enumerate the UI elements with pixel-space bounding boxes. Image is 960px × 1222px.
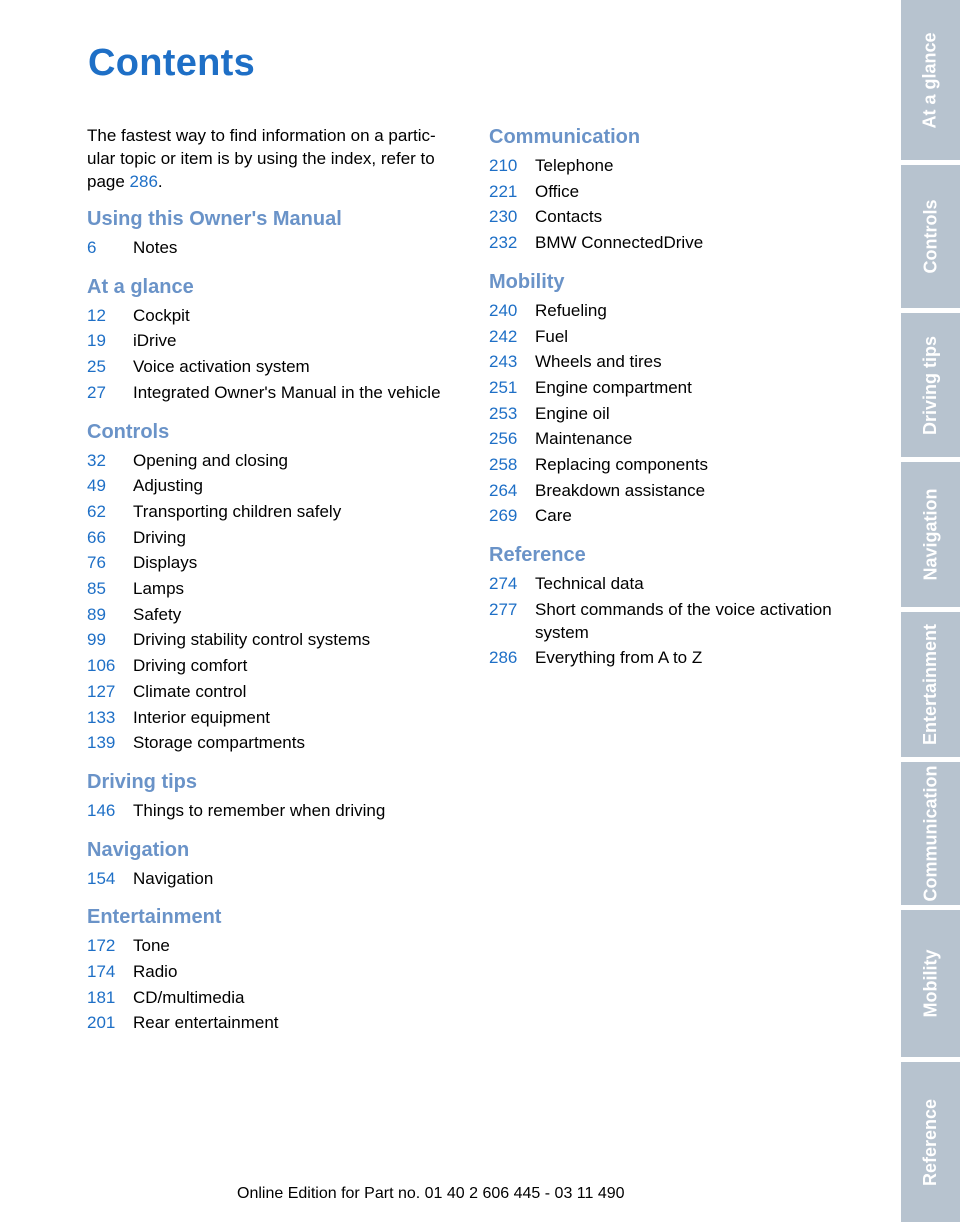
toc-section-communication bbox=[489, 124, 864, 256]
entry-title: Driving stability control systems bbox=[133, 630, 371, 650]
entry-page-number[interactable]: 89 bbox=[87, 604, 106, 624]
side-tab-controls[interactable] bbox=[901, 165, 960, 308]
entry-page-number[interactable]: 133 bbox=[87, 707, 116, 727]
entry-page-number[interactable]: 146 bbox=[87, 800, 116, 820]
toc-entry[interactable] bbox=[87, 959, 462, 985]
section-heading: Reference bbox=[489, 544, 586, 567]
toc-entry[interactable] bbox=[87, 730, 462, 756]
entry-title: CD/multimedia bbox=[133, 987, 245, 1007]
entry-title: Driving bbox=[133, 527, 186, 547]
toc-section-controls bbox=[87, 419, 462, 756]
toc-section-at-a-glance bbox=[87, 274, 462, 406]
side-tab-mobility[interactable] bbox=[901, 910, 960, 1057]
toc-entry[interactable] bbox=[489, 298, 864, 324]
toc-entry[interactable] bbox=[87, 705, 462, 731]
toc-entry[interactable] bbox=[489, 230, 864, 256]
entry-page-number[interactable]: 240 bbox=[489, 300, 518, 320]
side-tab-label: Driving tips bbox=[920, 335, 941, 435]
entry-page-number[interactable]: 201 bbox=[87, 1013, 116, 1033]
toc-entry[interactable] bbox=[87, 679, 462, 705]
entry-title: Telephone bbox=[535, 156, 614, 175]
entry-title: Things to remember when driving bbox=[133, 800, 386, 820]
entry-title: Displays bbox=[133, 553, 198, 573]
entry-page-number[interactable]: 66 bbox=[87, 527, 106, 547]
side-tab-entertainment[interactable] bbox=[901, 612, 960, 757]
side-tab-label: Mobility bbox=[920, 949, 940, 1018]
side-tab-label: Reference bbox=[920, 1098, 941, 1186]
entry-title: Voice activation system bbox=[133, 357, 310, 377]
intro-text-end: . bbox=[157, 172, 163, 191]
toc-entry[interactable] bbox=[87, 235, 462, 261]
entry-page-number[interactable]: 76 bbox=[87, 553, 106, 573]
entry-title: Replacing components bbox=[535, 455, 708, 475]
toc-entry[interactable] bbox=[87, 380, 462, 406]
side-tab-label: Navigation bbox=[920, 488, 941, 581]
entry-page-number[interactable]: 181 bbox=[87, 987, 116, 1007]
entry-page-number[interactable]: 6 bbox=[87, 238, 97, 257]
entry-page-number[interactable]: 12 bbox=[87, 305, 106, 325]
toc-entry[interactable] bbox=[87, 499, 462, 525]
intro-text bbox=[87, 124, 462, 193]
entry-page-number[interactable]: 221 bbox=[489, 181, 518, 201]
entry-page-number[interactable]: 232 bbox=[489, 233, 518, 253]
entry-title: Interior equipment bbox=[133, 707, 271, 727]
toc-entry[interactable] bbox=[87, 576, 462, 602]
entry-page-number[interactable]: 172 bbox=[87, 936, 116, 956]
entry-page-number[interactable]: 264 bbox=[489, 480, 518, 500]
section-heading: Driving tips bbox=[87, 770, 198, 793]
section-heading: At a glance bbox=[87, 275, 194, 298]
entry-title: Refueling bbox=[535, 300, 607, 320]
toc-entry[interactable] bbox=[489, 179, 864, 205]
toc-entry[interactable] bbox=[87, 354, 462, 380]
entry-page-number[interactable]: 62 bbox=[87, 501, 106, 521]
toc-entry[interactable] bbox=[87, 525, 462, 551]
entry-title: Maintenance bbox=[535, 429, 633, 449]
entry-page-number[interactable]: 85 bbox=[87, 579, 106, 599]
entry-title: BMW ConnectedDrive bbox=[535, 233, 704, 253]
entry-page-number[interactable]: 25 bbox=[87, 357, 106, 377]
side-tab-label: At a glance bbox=[920, 31, 940, 129]
toc-entry[interactable] bbox=[87, 627, 462, 653]
toc-entry[interactable] bbox=[87, 602, 462, 628]
toc-entry[interactable] bbox=[489, 645, 864, 671]
toc-entry[interactable] bbox=[87, 653, 462, 679]
section-heading: Mobility bbox=[489, 270, 565, 293]
toc-entry[interactable] bbox=[87, 550, 462, 576]
entry-page-number[interactable]: 242 bbox=[489, 326, 518, 346]
side-tab-navigation[interactable] bbox=[901, 462, 960, 607]
toc-entry[interactable] bbox=[489, 324, 864, 350]
entry-page-number[interactable]: 210 bbox=[489, 156, 518, 175]
toc-section-mobility bbox=[489, 269, 864, 529]
entry-page-number[interactable]: 230 bbox=[489, 207, 518, 227]
entry-title: Lamps bbox=[133, 579, 185, 599]
entry-title: Rear entertainment bbox=[133, 1013, 279, 1033]
entry-page-number[interactable]: 243 bbox=[489, 352, 518, 372]
toc-left-column bbox=[87, 124, 462, 1036]
entry-page-number[interactable]: 274 bbox=[489, 574, 518, 594]
toc-section-navigation bbox=[87, 837, 462, 892]
toc-entry[interactable] bbox=[489, 452, 864, 478]
toc-right-column bbox=[489, 124, 864, 671]
toc-entry[interactable] bbox=[87, 1010, 462, 1036]
entry-title: Technical data bbox=[535, 574, 644, 594]
toc-entry[interactable] bbox=[87, 448, 462, 474]
toc-entry[interactable] bbox=[489, 503, 864, 529]
toc-entry[interactable] bbox=[489, 478, 864, 504]
entry-page-number[interactable]: 127 bbox=[87, 681, 116, 701]
entry-title: Tone bbox=[133, 936, 170, 956]
entry-page-number[interactable]: 19 bbox=[87, 331, 106, 351]
entry-title: Care bbox=[535, 506, 572, 526]
toc-entry[interactable] bbox=[489, 597, 864, 645]
entry-title: Wheels and tires bbox=[535, 352, 662, 372]
entry-title: Adjusting bbox=[133, 476, 203, 496]
entry-title: Opening and closing bbox=[133, 450, 289, 470]
page-title: Contents bbox=[88, 42, 256, 84]
toc-entry[interactable] bbox=[489, 204, 864, 230]
toc-section-entertainment bbox=[87, 904, 462, 1036]
section-heading: Controls bbox=[87, 420, 170, 443]
intro-text-body: The fastest way to find information on a partic-ular topic or item is by using the index, refer to page bbox=[87, 126, 436, 191]
toc-entry[interactable] bbox=[489, 401, 864, 427]
side-tab-at-a-glance[interactable] bbox=[901, 0, 960, 160]
toc-entry[interactable] bbox=[87, 985, 462, 1011]
entry-title: iDrive bbox=[133, 331, 177, 351]
section-heading: Communication bbox=[489, 126, 641, 148]
entry-page-number[interactable]: 27 bbox=[87, 382, 106, 402]
entry-title: Driving comfort bbox=[133, 656, 248, 676]
entry-page-number[interactable]: 154 bbox=[87, 868, 116, 888]
footer-edition-note: Online Edition for Part no. 01 40 2 606 445 - 03 11 490 bbox=[237, 1185, 625, 1202]
entry-title: Contacts bbox=[535, 207, 603, 227]
entry-title: Fuel bbox=[535, 326, 569, 346]
section-heading: Using this Owner's Manual bbox=[87, 208, 342, 230]
entry-title: Engine compartment bbox=[535, 377, 692, 397]
entry-page-number[interactable]: 253 bbox=[489, 403, 518, 423]
entry-title: Everything from A to Z bbox=[535, 647, 703, 667]
entry-page-number[interactable]: 174 bbox=[87, 962, 116, 982]
side-tab-label: Communication bbox=[920, 765, 941, 902]
section-heading: Entertainment bbox=[87, 906, 222, 929]
entry-page-number[interactable]: 32 bbox=[87, 450, 106, 470]
entry-page-number[interactable]: 251 bbox=[489, 377, 518, 397]
toc-section-driving-tips bbox=[87, 769, 462, 824]
toc-entry[interactable] bbox=[489, 153, 864, 179]
side-tab-label: Controls bbox=[920, 199, 940, 274]
toc-entry[interactable] bbox=[87, 328, 462, 354]
entry-title: Storage compartments bbox=[133, 733, 305, 753]
entry-title: Transporting children safely bbox=[133, 501, 342, 521]
entry-title: Navigation bbox=[133, 868, 214, 888]
entry-title: Radio bbox=[133, 962, 178, 982]
entry-title: Short commands of the voice activation system bbox=[535, 599, 832, 642]
index-page-link[interactable]: 286 bbox=[129, 172, 158, 191]
side-tab-communication[interactable] bbox=[901, 762, 960, 905]
side-tab-bar bbox=[901, 0, 960, 1222]
side-tab-driving-tips[interactable] bbox=[901, 313, 960, 457]
entry-page-number[interactable]: 286 bbox=[489, 647, 518, 667]
side-tab-reference[interactable] bbox=[901, 1062, 960, 1222]
entry-page-number[interactable]: 99 bbox=[87, 630, 106, 650]
toc-section-reference bbox=[489, 542, 864, 670]
entry-page-number[interactable]: 139 bbox=[87, 733, 116, 753]
entry-page-number[interactable]: 49 bbox=[87, 476, 106, 496]
entry-title: Safety bbox=[133, 604, 182, 624]
toc-entry[interactable] bbox=[489, 349, 864, 375]
entry-page-number[interactable]: 106 bbox=[87, 656, 116, 676]
entry-title: Integrated Owner's Manual in the vehicle bbox=[133, 382, 441, 402]
toc-entry[interactable] bbox=[87, 303, 462, 329]
toc-entry[interactable] bbox=[489, 571, 864, 597]
entry-title: Notes bbox=[133, 238, 178, 257]
toc-entry[interactable] bbox=[87, 798, 462, 824]
toc-entry[interactable] bbox=[489, 426, 864, 452]
side-tab-label: Entertainment bbox=[920, 623, 940, 746]
entry-page-number[interactable]: 269 bbox=[489, 506, 518, 526]
entry-page-number[interactable]: 256 bbox=[489, 429, 518, 449]
toc-entry[interactable] bbox=[489, 375, 864, 401]
toc-entry[interactable] bbox=[87, 473, 462, 499]
toc-entry[interactable] bbox=[87, 866, 462, 892]
entry-title: Breakdown assistance bbox=[535, 480, 706, 500]
entry-title: Engine oil bbox=[535, 403, 610, 423]
section-heading: Navigation bbox=[87, 838, 190, 861]
toc-section-using-this-owner-s-manual bbox=[87, 206, 462, 261]
entry-page-number[interactable]: 258 bbox=[489, 455, 518, 475]
entry-title: Climate control bbox=[133, 681, 247, 701]
toc-entry[interactable] bbox=[87, 933, 462, 959]
entry-title: Office bbox=[535, 181, 580, 201]
entry-page-number[interactable]: 277 bbox=[489, 599, 518, 619]
entry-title: Cockpit bbox=[133, 305, 190, 325]
